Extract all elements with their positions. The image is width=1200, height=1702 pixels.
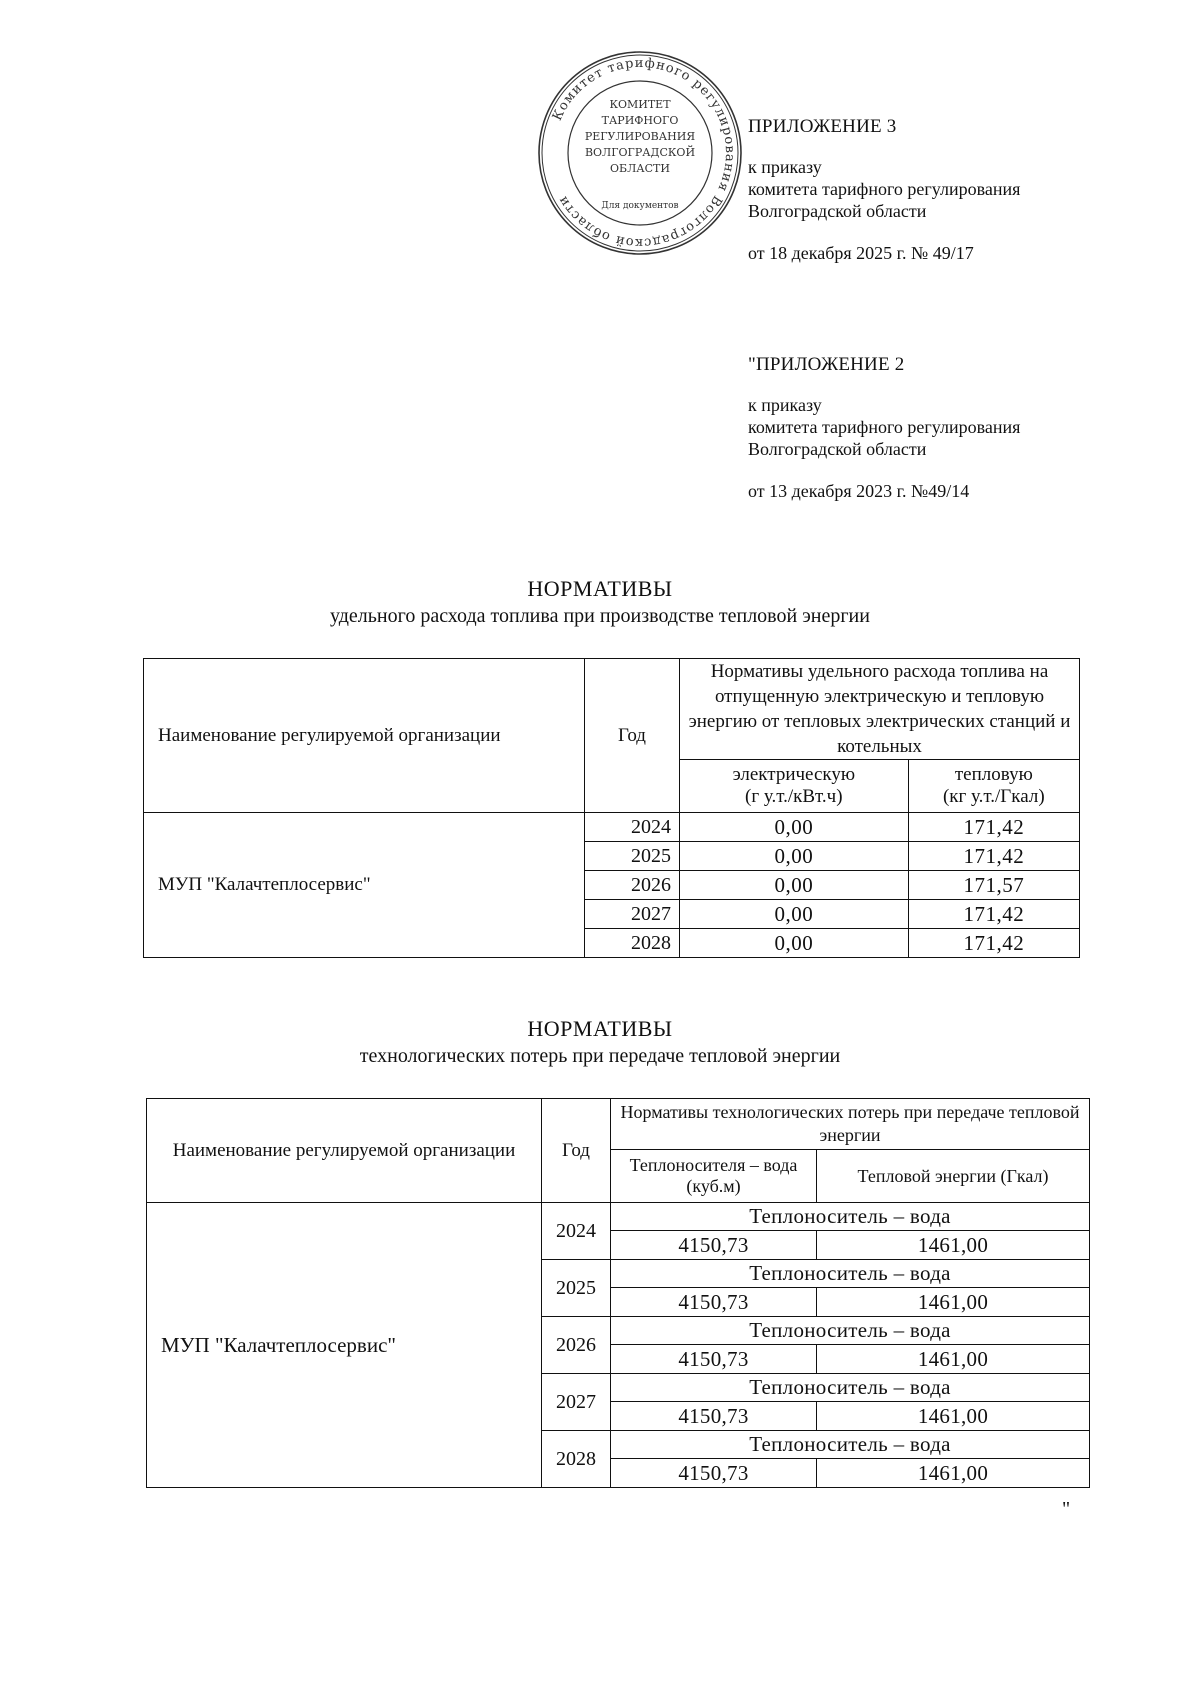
svg-text:ТАРИФНОГО: ТАРИФНОГО [601, 114, 679, 127]
org-name-cell: МУП "Калачтеплосервис" [147, 1203, 542, 1488]
section1-title: НОРМАТИВЫ [527, 576, 673, 601]
header-org: Наименование регулируемой организации [144, 659, 585, 813]
table-row [147, 1203, 1090, 1231]
appendix-current-line3: Волгоградской области [748, 201, 927, 221]
year-cell: 2027 [585, 900, 680, 929]
carrier-cell: Теплоноситель – вода [611, 1260, 1090, 1288]
electric-cell: 0,00 [680, 929, 909, 958]
appendix-current-date: от 18 декабря 2025 г. № 49/17 [748, 243, 974, 263]
heat-cell: 1461,00 [817, 1231, 1090, 1260]
appendix-current-line1: к приказу [748, 157, 822, 177]
appendix-current-line2: комитета тарифного регулирования [748, 179, 1021, 199]
year-cell: 2024 [585, 813, 680, 842]
appendix-previous-line1: к приказу [748, 395, 822, 415]
year-cell: 2026 [542, 1317, 611, 1374]
year-cell: 2028 [542, 1431, 611, 1488]
electric-cell: 0,00 [680, 900, 909, 929]
header-heat: Тепловой энергии (Гкал) [817, 1150, 1090, 1203]
section2-subtitle: технологических потерь при передаче тепловой энергии [359, 1045, 841, 1067]
heat-cell: 1461,00 [817, 1345, 1090, 1374]
carrier-cell: Теплоноситель – вода [611, 1431, 1090, 1459]
section1-heading [0, 575, 1200, 629]
header-thermal-label: тепловую [954, 764, 1033, 785]
org-name-cell: МУП "Калачтеплосервис" [144, 813, 585, 958]
svg-text:Комитет тарифного регулировани: Комитет тарифного регулирования Волгоградской области [549, 55, 738, 251]
svg-text:ВОЛГОГРАДСКОЙ: ВОЛГОГРАДСКОЙ [584, 146, 696, 159]
stamp-seal-graphic [535, 48, 745, 258]
year-cell: 2024 [542, 1203, 611, 1260]
thermal-cell: 171,57 [908, 871, 1079, 900]
year-cell: 2025 [585, 842, 680, 871]
year-cell: 2028 [585, 929, 680, 958]
water-cell: 4150,73 [611, 1345, 817, 1374]
header-norms: Нормативы технологических потерь при передаче тепловой энергии [611, 1099, 1090, 1150]
electric-cell: 0,00 [680, 871, 909, 900]
svg-text:РЕГУЛИРОВАНИЯ: РЕГУЛИРОВАНИЯ [584, 130, 696, 143]
header-year: Год [585, 659, 680, 813]
appendix-previous-line3: Волгоградской области [748, 439, 927, 459]
water-cell: 4150,73 [611, 1459, 817, 1488]
header-year: Год [542, 1099, 611, 1203]
heat-loss-table [146, 1098, 1090, 1488]
header-electric-unit: (г у.т./кВт.ч) [745, 786, 843, 807]
heat-cell: 1461,00 [817, 1288, 1090, 1317]
appendix-previous-date: от 13 декабря 2023 г. №49/14 [748, 481, 970, 501]
appendix-current-header [748, 116, 1020, 264]
thermal-cell: 171,42 [908, 929, 1079, 958]
thermal-cell: 171,42 [908, 842, 1079, 871]
svg-text:Для документов: Для документов [601, 201, 679, 211]
appendix-previous-title: "ПРИЛОЖЕНИЕ 2 [748, 354, 905, 375]
appendix-current-title: ПРИЛОЖЕНИЕ 3 [748, 116, 897, 137]
svg-text:ОБЛАСТИ: ОБЛАСТИ [610, 162, 670, 175]
year-cell: 2026 [585, 871, 680, 900]
header-electric [680, 760, 909, 813]
section2-heading [0, 1015, 1200, 1069]
carrier-cell: Теплоноситель – вода [611, 1374, 1090, 1402]
header-thermal [908, 760, 1079, 813]
svg-text:КОМИТЕТ: КОМИТЕТ [609, 98, 671, 111]
heat-cell: 1461,00 [817, 1459, 1090, 1488]
header-norms: Нормативы удельного расхода топлива на отпущенную электрическую и тепловую энергию от тепловых электрических станций и котельных [680, 659, 1080, 760]
header-electric-label: электрическую [732, 764, 856, 785]
electric-cell: 0,00 [680, 842, 909, 871]
thermal-cell: 171,42 [908, 813, 1079, 842]
year-cell: 2025 [542, 1260, 611, 1317]
water-cell: 4150,73 [611, 1288, 817, 1317]
year-cell: 2027 [542, 1374, 611, 1431]
header-org: Наименование регулируемой организации [147, 1099, 542, 1203]
water-cell: 4150,73 [611, 1231, 817, 1260]
table-row [144, 813, 1080, 842]
water-cell: 4150,73 [611, 1402, 817, 1431]
section1-subtitle: удельного расхода топлива при производстве тепловой энергии [330, 605, 870, 627]
closing-quote-mark: " [1062, 1498, 1071, 1520]
appendix-previous-header [748, 354, 1020, 502]
fuel-consumption-table [143, 658, 1080, 958]
header-thermal-unit: (кг у.т./Гкал) [942, 786, 1045, 807]
official-stamp [535, 48, 745, 258]
electric-cell: 0,00 [680, 813, 909, 842]
heat-cell: 1461,00 [817, 1402, 1090, 1431]
carrier-cell: Теплоноситель – вода [611, 1203, 1090, 1231]
header-carrier: Теплоносителя – вода (куб.м) [611, 1150, 817, 1203]
thermal-cell: 171,42 [908, 900, 1079, 929]
appendix-previous-line2: комитета тарифного регулирования [748, 417, 1021, 437]
section2-title: НОРМАТИВЫ [527, 1016, 673, 1041]
carrier-cell: Теплоноситель – вода [611, 1317, 1090, 1345]
